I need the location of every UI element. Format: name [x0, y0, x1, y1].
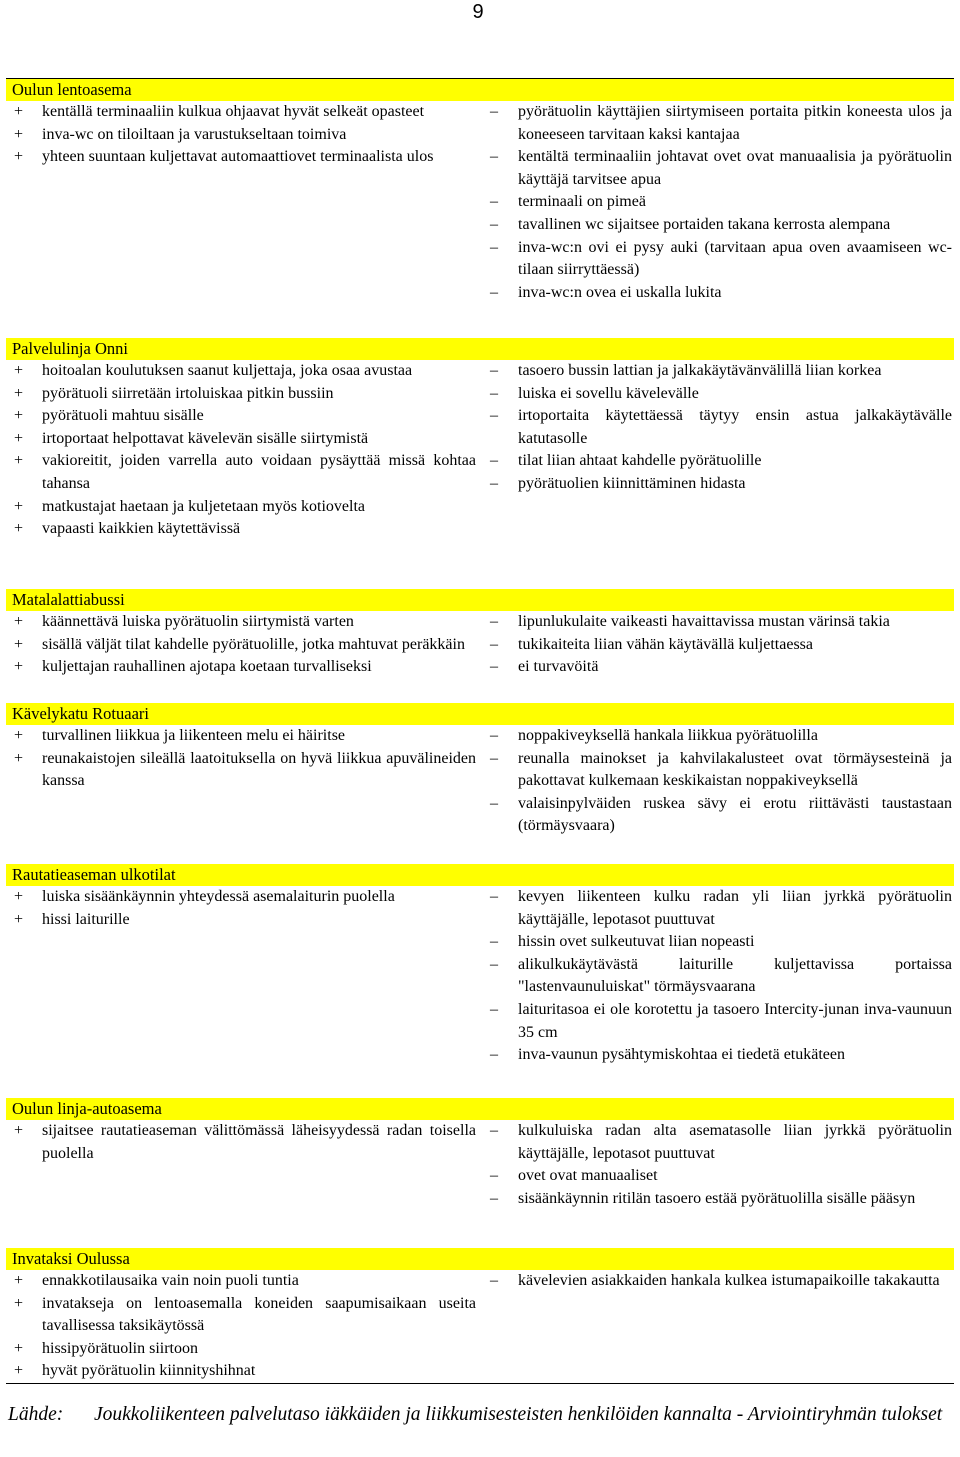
item-text: käännettävä luiska pyörätuolin siirtymistä varten — [42, 613, 354, 630]
minus-marker: – — [490, 794, 498, 812]
negative-item — [490, 634, 952, 657]
item-text: sisällä väljät tilat kahdelle pyörätuolille, jotka mahtuvat peräkkäin — [42, 635, 465, 653]
negatives-list — [490, 360, 952, 496]
positives-list — [14, 360, 476, 541]
item-text: pyörätuolin käyttäjien siirtymiseen portaita pitkin koneesta ulos ja koneeseen tarvitaan kaksi kantajaa — [518, 103, 952, 143]
positive-item — [14, 405, 476, 428]
negative-item — [490, 214, 952, 237]
section-body — [6, 1270, 954, 1383]
item-text: laituritasoa ei ole korotettu ja tasoero Intercity-junan inva-vaunuun 35 cm — [518, 1000, 952, 1041]
item-text: luiska sisäänkäynnin yhteydessä asemalaiturin puolella — [42, 888, 395, 905]
minus-marker: – — [490, 1167, 498, 1185]
positives-list — [14, 101, 476, 169]
plus-marker: + — [14, 125, 24, 143]
positive-item — [14, 1270, 476, 1293]
minus-marker: – — [490, 103, 498, 120]
negatives-list — [490, 725, 952, 838]
item-text: turvallinen liikkua ja liikenteen melu ei häiritse — [42, 727, 346, 744]
plus-marker: + — [14, 362, 24, 379]
item-text: irtoportaat helpottavat kävelevän sisälle siirtymistä — [42, 429, 369, 447]
plus-marker: + — [14, 407, 24, 425]
item-text: vapaasti kaikkien käytettävissä — [42, 520, 241, 538]
negative-item — [490, 360, 952, 383]
item-text: kevyen liikenteen kulku radan yli liian jyrkkä pyörätuolin käyttäjälle, lepotasot puuttuvat — [518, 888, 952, 928]
plus-marker: + — [14, 910, 24, 928]
plus-marker: + — [14, 635, 24, 653]
source-footer — [8, 1402, 952, 1428]
minus-marker: – — [490, 283, 498, 301]
positive-item — [14, 611, 476, 634]
minus-marker: – — [490, 727, 498, 744]
item-text: pyörätuoli siirretään irtoluiskaa pitkin bussiin — [42, 384, 334, 402]
plus-marker: + — [14, 727, 24, 744]
positives-column — [6, 886, 482, 1098]
minus-marker: – — [490, 452, 498, 470]
item-text: inva-wc:n ovea ei uskalla lukita — [518, 283, 722, 301]
negatives-list — [490, 611, 952, 679]
positives-list — [14, 725, 476, 793]
positive-item — [14, 496, 476, 519]
item-text: inva-wc on tiloiltaan ja varustukseltaan toimiva — [42, 125, 347, 143]
minus-marker: – — [490, 749, 498, 767]
positive-item — [14, 450, 476, 495]
minus-marker: – — [490, 933, 498, 951]
item-text: hissi laiturille — [42, 910, 130, 928]
minus-marker: – — [490, 148, 498, 166]
item-text: terminaali on pimeä — [518, 193, 646, 211]
positive-item — [14, 886, 476, 909]
plus-marker: + — [14, 1122, 24, 1139]
minus-marker: – — [490, 193, 498, 211]
item-text: reunalla mainokset ja kahvilakalusteet ovat törmäysesteinä ja pakottavat kulkemaan keskikaistan noppakiveyksellä — [518, 749, 952, 790]
plus-marker: + — [14, 613, 24, 630]
negative-item — [490, 383, 952, 406]
plus-marker: + — [14, 1362, 24, 1380]
positives-list — [14, 886, 476, 931]
plus-marker: + — [14, 1339, 24, 1357]
positive-item — [14, 1293, 476, 1338]
positives-list — [14, 611, 476, 679]
item-text: alikulkukäytävästä laiturille kuljettavissa portaissa "lastenvaunuluiskat" törmäysvaarana — [518, 955, 952, 996]
plus-marker: + — [14, 749, 24, 767]
plus-marker: + — [14, 888, 24, 905]
item-text: ovet ovat manuaaliset — [518, 1167, 658, 1185]
plus-marker: + — [14, 148, 24, 166]
negatives-list — [490, 1270, 952, 1293]
negative-item — [490, 282, 952, 305]
item-text: tukikaiteita liian vähän käytävällä kuljettaessa — [518, 635, 813, 653]
positives-column — [6, 1270, 482, 1383]
item-text: invatakseja on lentoasemalla koneiden saapumisaikaan useita tavallisessa taksikäytössä — [42, 1294, 476, 1335]
item-text: kävelevien asiakkaiden hankala kulkea istumapaikoille takakautta — [518, 1272, 940, 1289]
plus-marker: + — [14, 658, 24, 676]
item-text: reunakaistojen sileällä laatoituksella on hyvä liikkua apuvälineiden kanssa — [42, 749, 476, 790]
negatives-list — [490, 886, 952, 1067]
item-text: hoitoalan koulutuksen saanut kuljettaja, joka osaa avustaa — [42, 362, 413, 379]
negatives-column — [482, 611, 954, 703]
minus-marker: – — [490, 384, 498, 402]
minus-marker: – — [490, 238, 498, 256]
positives-column — [6, 101, 482, 338]
negative-item — [490, 146, 952, 191]
plus-marker: + — [14, 384, 24, 402]
item-text: noppakiveyksellä hankala liikkua pyörätuolilla — [518, 727, 818, 744]
section-body — [6, 886, 954, 1098]
negative-item — [490, 611, 952, 634]
negative-item — [490, 1044, 952, 1067]
section-body — [6, 1120, 954, 1248]
assessment-table — [6, 78, 954, 1384]
minus-marker: – — [490, 407, 498, 425]
item-text: lipunlukulaite vaikeasti havaittavissa mustan värinsä takia — [518, 613, 890, 630]
plus-marker: + — [14, 1294, 24, 1312]
item-text: pyörätuolien kiinnittäminen hidasta — [518, 474, 746, 492]
negative-item — [490, 450, 952, 473]
minus-marker: – — [490, 955, 498, 973]
negative-item — [490, 954, 952, 999]
item-text: ennakkotilausaika vain noin puoli tuntia — [42, 1272, 299, 1289]
section-body — [6, 101, 954, 338]
minus-marker: – — [490, 888, 498, 905]
minus-marker: – — [490, 1000, 498, 1018]
positive-item — [14, 428, 476, 451]
negative-item — [490, 473, 952, 496]
item-text: hyvät pyörätuolin kiinnityshihnat — [42, 1362, 256, 1380]
negatives-column — [482, 1120, 954, 1248]
negative-item — [490, 1120, 952, 1165]
negative-item — [490, 191, 952, 214]
plus-marker: + — [14, 497, 24, 515]
item-text: valaisinpylväiden ruskea sävy ei erotu riittävästi taustastaan (törmäysvaara) — [518, 794, 952, 835]
minus-marker: – — [490, 474, 498, 492]
negative-item — [490, 999, 952, 1044]
item-text: kentältä terminaaliin johtavat ovet ovat manuaalisia ja pyörätuolin käyttäjä tarvitsee apua — [518, 148, 952, 188]
negatives-column — [482, 725, 954, 864]
item-text: ei turvavöitä — [518, 658, 599, 676]
positives-column — [6, 725, 482, 864]
item-text: kulkuluiska radan alta asematasolle liian jyrkkä pyörätuolin käyttäjälle, lepotasot puuttuvat — [518, 1122, 952, 1162]
item-text: yhteen suuntaan kuljettavat automaattiovet terminaalista ulos — [42, 148, 434, 166]
negative-item — [490, 793, 952, 838]
minus-marker: – — [490, 362, 498, 379]
minus-marker: – — [490, 1272, 498, 1289]
item-text: hissipyörätuolin siirtoon — [42, 1339, 198, 1357]
positive-item — [14, 748, 476, 793]
negative-item — [490, 931, 952, 954]
negative-item — [490, 886, 952, 931]
item-text: hissin ovet sulkeutuvat liian nopeasti — [518, 933, 755, 951]
minus-marker: – — [490, 658, 498, 676]
plus-marker: + — [14, 452, 24, 470]
positive-item — [14, 101, 476, 124]
negative-item — [490, 725, 952, 748]
item-text: sijaitsee rautatieaseman välittömässä läheisyydessä radan toisella puolella — [42, 1122, 476, 1162]
negatives-column — [482, 360, 954, 589]
negatives-column — [482, 101, 954, 338]
positive-item — [14, 518, 476, 541]
positive-item — [14, 1338, 476, 1361]
section-body — [6, 725, 954, 864]
item-text: inva-wc:n ovi ei pysy auki (tarvitaan apua oven avaamiseen wc-tilaan siirryttäessä) — [518, 238, 952, 279]
positives-column — [6, 1120, 482, 1248]
positives-column — [6, 611, 482, 703]
positive-item — [14, 634, 476, 657]
minus-marker: – — [490, 613, 498, 630]
item-text: tasoero bussin lattian ja jalkakäytävänvälillä liian korkea — [518, 362, 882, 379]
minus-marker: – — [490, 1189, 498, 1207]
plus-marker: + — [14, 429, 24, 447]
positive-item — [14, 383, 476, 406]
minus-marker: – — [490, 1046, 498, 1064]
positives-column — [6, 360, 482, 589]
positive-item — [14, 360, 476, 383]
positives-list — [14, 1120, 476, 1165]
page-number: 9 — [472, 1, 484, 23]
item-text: pyörätuoli mahtuu sisälle — [42, 407, 204, 425]
negative-item — [490, 101, 952, 146]
section-title: Invataksi Oulussa — [6, 1248, 954, 1270]
positive-item — [14, 725, 476, 748]
negative-item — [490, 748, 952, 793]
plus-marker: + — [14, 520, 24, 538]
positive-item — [14, 1120, 476, 1165]
plus-marker: + — [14, 1272, 24, 1289]
item-text: matkustajat haetaan ja kuljetetaan myös kotiovelta — [42, 497, 365, 515]
plus-marker: + — [14, 103, 24, 120]
negatives-list — [490, 101, 952, 304]
section-title: Oulun lentoasema — [6, 79, 954, 101]
source-text: Joukkoliikenteen palvelutaso iäkkäiden ja liikkumisesteisten henkilöiden kannalta - Arviointiryhmän tulokset — [94, 1404, 943, 1425]
positive-item — [14, 656, 476, 679]
positive-item — [14, 146, 476, 169]
source-label: Lähde: — [8, 1404, 64, 1425]
item-text: inva-vaunun pysähtymiskohtaa ei tiedetä etukäteen — [518, 1046, 845, 1064]
negative-item — [490, 237, 952, 282]
section-title: Matalalattiabussi — [6, 589, 954, 611]
negative-item — [490, 656, 952, 679]
item-text: luiska ei sovellu kävelevälle — [518, 384, 699, 402]
negatives-column — [482, 1270, 954, 1383]
item-text: kuljettajan rauhallinen ajotapa koetaan turvalliseksi — [42, 658, 372, 676]
negative-item — [490, 1270, 952, 1293]
positive-item — [14, 124, 476, 147]
negative-item — [490, 1188, 952, 1211]
section-body — [6, 611, 954, 703]
item-text: tilat liian ahtaat kahdelle pyörätuolille — [518, 452, 762, 470]
negatives-column — [482, 886, 954, 1098]
section-title: Palvelulinja Onni — [6, 338, 954, 360]
item-text: sisäänkäynnin ritilän tasoero estää pyörätuolilla sisälle pääsyn — [518, 1189, 916, 1207]
minus-marker: – — [490, 215, 498, 233]
positive-item — [14, 909, 476, 932]
item-text: irtoportaita käytettäessä täytyy ensin astua jalkakäytävälle katutasolle — [518, 407, 952, 447]
negative-item — [490, 1165, 952, 1188]
minus-marker: – — [490, 635, 498, 653]
item-text: kentällä terminaaliin kulkua ohjaavat hyvät selkeät opasteet — [42, 103, 425, 120]
item-text: tavallinen wc sijaitsee portaiden takana kerrosta alempana — [518, 215, 891, 233]
negatives-list — [490, 1120, 952, 1210]
section-title: Kävelykatu Rotuaari — [6, 703, 954, 725]
section-body — [6, 360, 954, 589]
negative-item — [490, 405, 952, 450]
item-text: vakioreitit, joiden varrella auto voidaan pysäyttää missä kohtaa tahansa — [42, 452, 476, 492]
section-title: Oulun linja-autoasema — [6, 1098, 954, 1120]
positives-list — [14, 1270, 476, 1383]
section-title: Rautatieaseman ulkotilat — [6, 864, 954, 886]
minus-marker: – — [490, 1122, 498, 1139]
positive-item — [14, 1360, 476, 1383]
